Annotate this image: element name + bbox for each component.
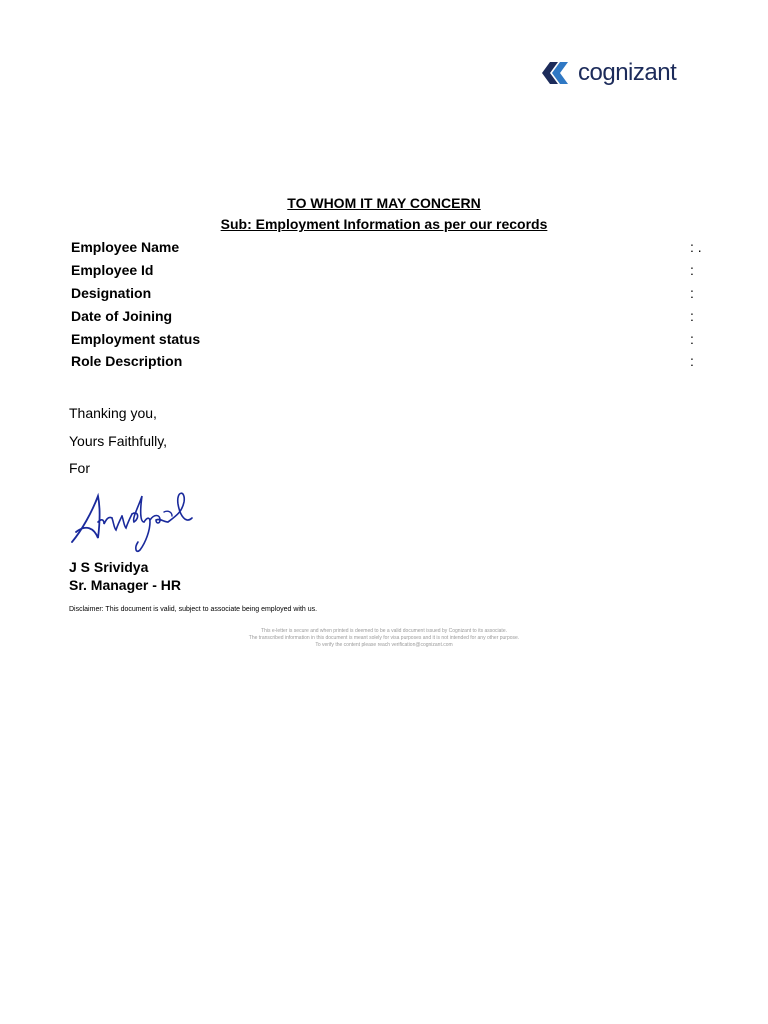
footer-line-purpose: The transcribed information in this document is meant solely for visa purposes and it is not intended for any other purpose. xyxy=(248,635,520,641)
signature-image xyxy=(68,482,200,560)
signatory-name: J S Srividya xyxy=(69,559,149,575)
field-value-role-description: : xyxy=(690,353,694,369)
field-value-date-of-joining: : xyxy=(690,308,694,324)
field-label-employee-name: Employee Name xyxy=(71,239,180,255)
footer-line-secure: This e-letter is secure and when printed is deemed to be a valid document issued by Cognizant to its associate. xyxy=(261,628,507,634)
field-label-employment-status: Employment status xyxy=(71,331,201,347)
field-label-designation: Designation xyxy=(71,285,152,301)
field-label-date-of-joining: Date of Joining xyxy=(71,308,173,324)
letter-subject: Sub: Employment Information as per our records xyxy=(220,216,548,232)
field-label-role-description: Role Description xyxy=(71,353,183,369)
letter-title: TO WHOM IT MAY CONCERN xyxy=(287,195,481,211)
field-label-employee-id: Employee Id xyxy=(71,262,154,278)
company-logo xyxy=(540,58,700,88)
footer-line-verify: To verify the content please reach verification@cognizant.com xyxy=(315,642,453,648)
cognizant-logo-icon xyxy=(540,58,574,88)
field-value-employee-id: : xyxy=(690,262,694,278)
closing-for: For xyxy=(69,460,90,476)
signatory-title: Sr. Manager - HR xyxy=(69,577,182,593)
field-value-designation: : xyxy=(690,285,694,301)
closing-thanks: Thanking you, xyxy=(69,405,157,421)
logo-text: cognizant xyxy=(578,59,677,86)
field-value-employee-name: : . xyxy=(690,239,702,255)
closing-yours-faithfully: Yours Faithfully, xyxy=(69,433,168,449)
disclaimer-text: Disclaimer: This document is valid, subject to associate being employed with us. xyxy=(69,606,318,613)
field-value-employment-status: : xyxy=(690,331,694,347)
